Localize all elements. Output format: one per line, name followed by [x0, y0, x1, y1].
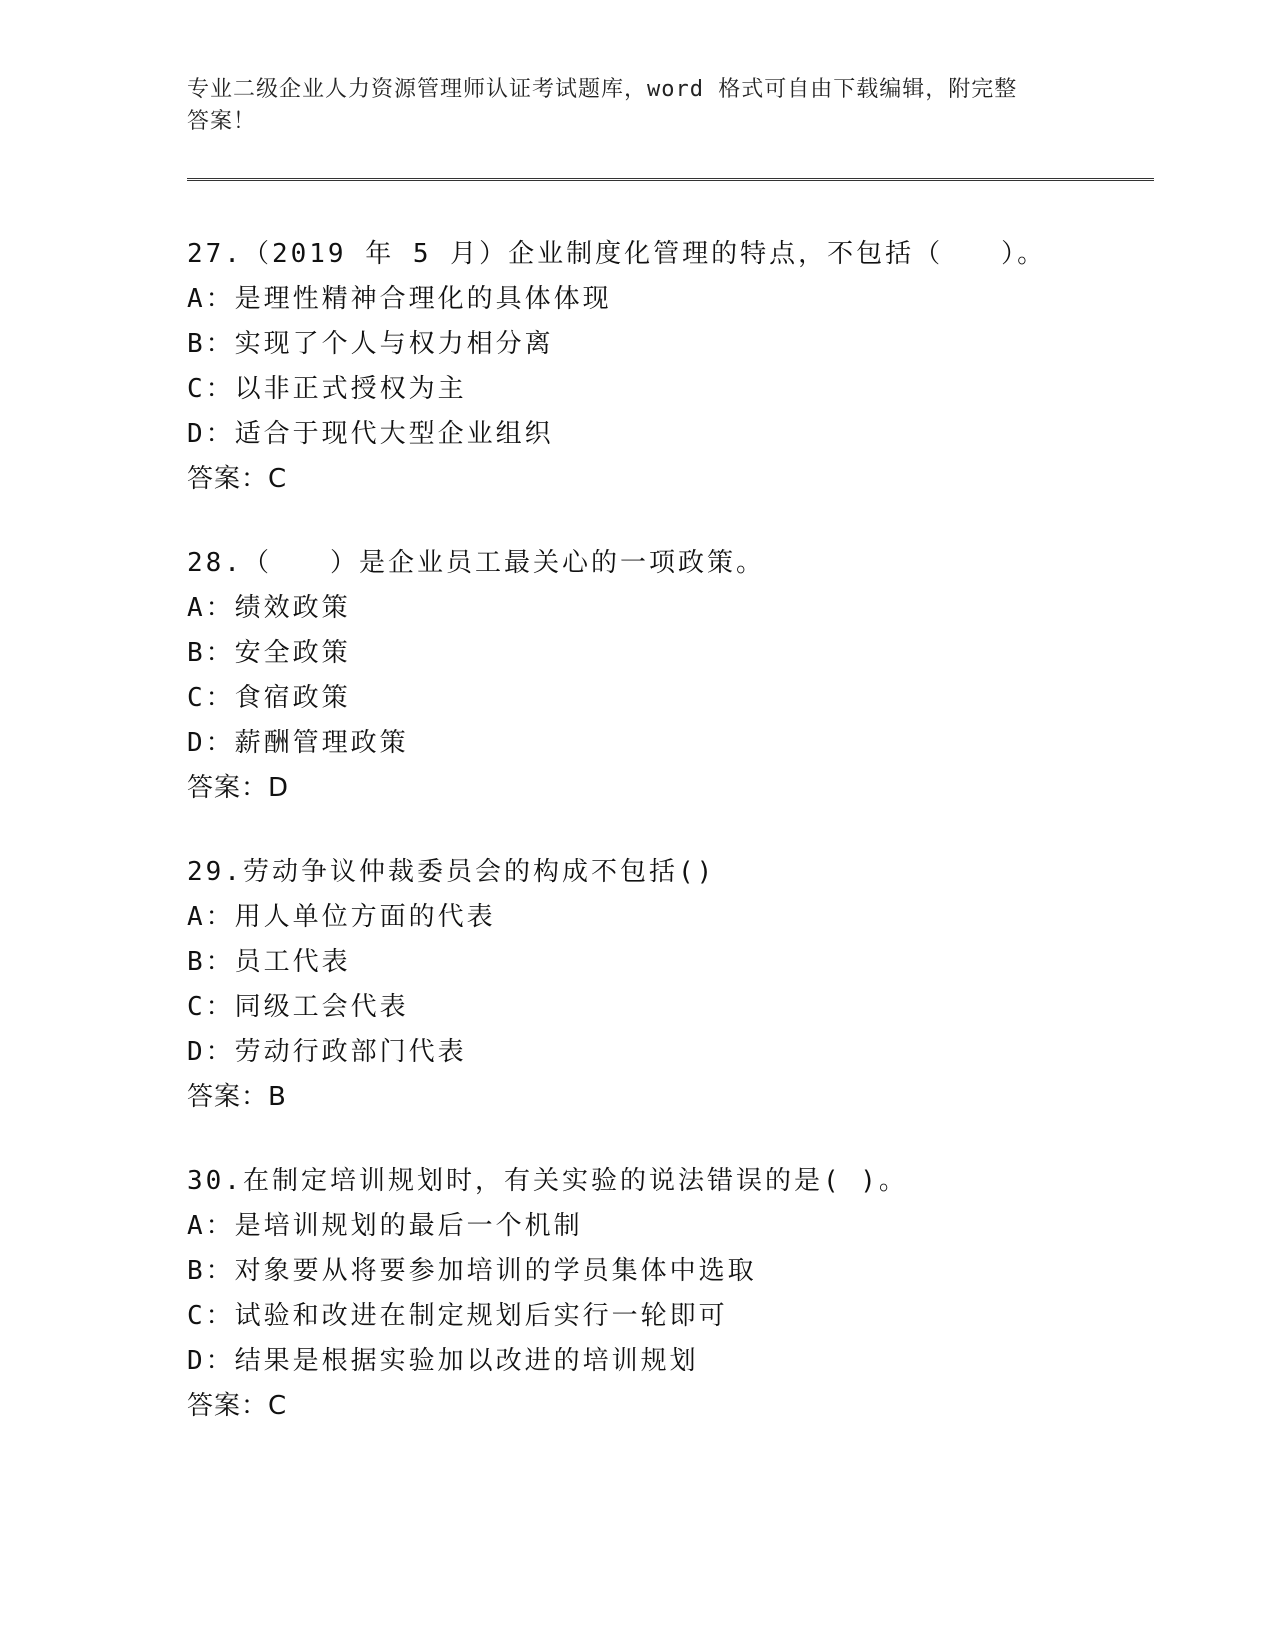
- option-b: B：实现了个人与权力相分离: [187, 329, 554, 359]
- question-stem: 27.（2019 年 5 月）企业制度化管理的特点，不包括（ ）。: [187, 239, 1047, 269]
- option-a: A：绩效政策: [187, 593, 351, 623]
- question-list: [187, 232, 1147, 1468]
- question-stem: 29.劳动争议仲裁委员会的构成不包括(): [187, 857, 716, 887]
- option-c: C：同级工会代表: [187, 992, 409, 1022]
- answer-line: 答案：C: [187, 464, 288, 494]
- option-c: C：试验和改进在制定规划后实行一轮即可: [187, 1301, 728, 1331]
- answer-line: 答案：B: [187, 1082, 287, 1112]
- option-b: B：安全政策: [187, 638, 351, 668]
- option-b: B：员工代表: [187, 947, 351, 977]
- header-line-1: 专业二级企业人力资源管理师认证考试题库，word 格式可自由下载编辑，附完整: [187, 77, 1018, 102]
- answer-line: 答案：D: [187, 773, 290, 803]
- option-c: C：食宿政策: [187, 683, 351, 713]
- question-29: [187, 850, 1147, 1120]
- header-line-2: 答案！: [187, 109, 257, 134]
- option-d: D：劳动行政部门代表: [187, 1037, 467, 1067]
- document-header: [187, 74, 1087, 138]
- option-a: A：是培训规划的最后一个机制: [187, 1211, 583, 1241]
- option-d: D：结果是根据实验加以改进的培训规划: [187, 1346, 699, 1376]
- option-d: D：薪酬管理政策: [187, 728, 409, 758]
- header-divider: [187, 178, 1154, 181]
- question-stem: 28.（ ）是企业员工最关心的一项政策。: [187, 548, 765, 578]
- answer-line: 答案：C: [187, 1391, 288, 1421]
- option-a: A：是理性精神合理化的具体体现: [187, 284, 612, 314]
- option-d: D：适合于现代大型企业组织: [187, 419, 554, 449]
- option-b: B：对象要从将要参加培训的学员集体中选取: [187, 1256, 757, 1286]
- question-27: [187, 232, 1147, 502]
- option-c: C：以非正式授权为主: [187, 374, 467, 404]
- option-a: A：用人单位方面的代表: [187, 902, 496, 932]
- question-28: [187, 541, 1147, 811]
- question-30: [187, 1159, 1147, 1429]
- question-stem: 30.在制定培训规划时，有关实验的说法错误的是( )。: [187, 1166, 908, 1196]
